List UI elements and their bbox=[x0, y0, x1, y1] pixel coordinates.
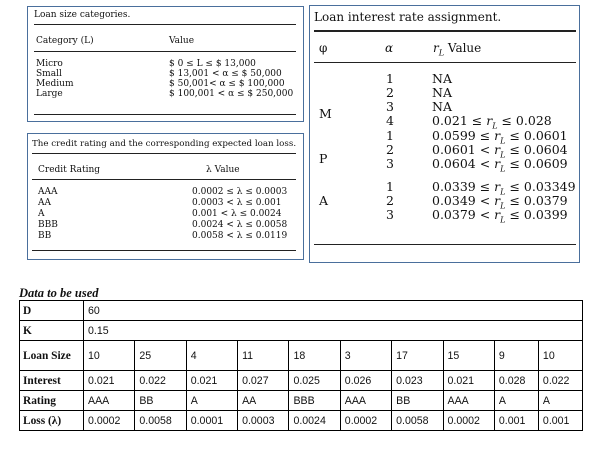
cell: 17 bbox=[392, 341, 443, 371]
alpha-A-2: 2 bbox=[386, 193, 394, 208]
loan-size-title: Loan size categories. bbox=[34, 10, 131, 20]
cell: 0.027 bbox=[238, 371, 289, 391]
r-M-2: NA bbox=[432, 85, 452, 100]
cell: 0.0003 bbox=[238, 411, 289, 431]
cell: BB bbox=[392, 391, 443, 411]
cell: 9 bbox=[494, 341, 538, 371]
r-P-2: $0.0601 < r_L \le 0.0604$ bbox=[432, 142, 568, 160]
row-label-loan-size: Loan Size bbox=[20, 341, 84, 371]
r-M-4: $0.021 \le r_L \le 0.028$ bbox=[432, 113, 552, 131]
credit-col-value: λ Value bbox=[206, 165, 240, 175]
cell: A bbox=[538, 391, 582, 411]
table-row bbox=[20, 341, 583, 371]
cell: 0.021 bbox=[84, 371, 135, 391]
cell: 25 bbox=[135, 341, 186, 371]
cell: AAA bbox=[84, 391, 135, 411]
loan-size-val-0: $ 0 ≤ L ≤ $ 13,000 bbox=[169, 59, 256, 69]
alpha-A-3: 3 bbox=[386, 207, 394, 222]
credit-val-2: 0.001 < λ ≤ 0.0024 bbox=[192, 209, 282, 219]
r-M-3: NA bbox=[432, 99, 452, 114]
k-label: K bbox=[20, 321, 84, 341]
cell: BBB bbox=[289, 391, 340, 411]
cell: 4 bbox=[186, 341, 237, 371]
r-A-2: $0.0349 < r_L \le 0.0379$ bbox=[432, 193, 568, 211]
credit-col-rating: Credit Rating bbox=[38, 165, 101, 175]
cell: 0.022 bbox=[538, 371, 582, 391]
cell: 0.021 bbox=[186, 371, 237, 391]
credit-rating-2: A bbox=[38, 209, 45, 219]
row-label-loss: Loss (λ) bbox=[20, 411, 84, 431]
cell: BB bbox=[135, 391, 186, 411]
cell: 0.001 bbox=[494, 411, 538, 431]
loan-size-val-2: $ 50,001< α ≤ $ 100,000 bbox=[169, 79, 285, 89]
credit-val-4: 0.0058 < λ ≤ 0.0119 bbox=[192, 231, 288, 241]
table-row bbox=[20, 321, 583, 341]
cell: 18 bbox=[289, 341, 340, 371]
table-row bbox=[20, 391, 583, 411]
credit-rating-4: BB bbox=[38, 231, 52, 241]
cell: 10 bbox=[538, 341, 582, 371]
cell: 0.0058 bbox=[392, 411, 443, 431]
k-value: 0.15 bbox=[84, 321, 583, 341]
cell: AA bbox=[238, 391, 289, 411]
credit-val-1: 0.0003 < λ ≤ 0.001 bbox=[192, 198, 282, 208]
interest-col-phi: φ bbox=[319, 41, 328, 55]
table-row bbox=[20, 411, 583, 431]
r-P-1: $0.0599 \le r_L \le 0.0601$ bbox=[432, 128, 568, 146]
alpha-M-1: 1 bbox=[386, 71, 394, 86]
cell: 15 bbox=[443, 341, 494, 371]
alpha-P-3: 3 bbox=[386, 156, 394, 171]
interest-title: Loan interest rate assignment. bbox=[314, 10, 502, 24]
alpha-M-3: 3 bbox=[386, 99, 394, 114]
cell: 0.028 bbox=[494, 371, 538, 391]
cell: 3 bbox=[340, 341, 391, 371]
d-label: D bbox=[20, 301, 84, 321]
credit-val-0: 0.0002 ≤ λ ≤ 0.0003 bbox=[192, 187, 288, 197]
data-table-title: Data to be used bbox=[19, 286, 99, 300]
r-A-3: $0.0379 < r_L \le 0.0399$ bbox=[432, 207, 568, 225]
d-value: 60 bbox=[84, 301, 583, 321]
cell: A bbox=[494, 391, 538, 411]
cell: 0.0002 bbox=[443, 411, 494, 431]
interest-rate-table bbox=[309, 5, 580, 263]
loan-size-cat-2: Medium bbox=[36, 79, 74, 89]
cell: 0.001 bbox=[538, 411, 582, 431]
loan-size-col-value: Value bbox=[169, 36, 195, 46]
row-label-interest: Interest bbox=[20, 371, 84, 391]
credit-rating-table bbox=[27, 133, 304, 260]
r-P-3: $0.0604 < r_L \le 0.0609$ bbox=[432, 156, 568, 174]
credit-rating-3: BBB bbox=[38, 220, 58, 230]
alpha-M-2: 2 bbox=[386, 85, 394, 100]
loan-size-cat-3: Large bbox=[36, 89, 63, 99]
interest-col-r: $r_L$ Value bbox=[433, 41, 482, 58]
alpha-A-1: 1 bbox=[386, 179, 394, 194]
cell: 0.0024 bbox=[289, 411, 340, 431]
r-M-1: NA bbox=[432, 71, 452, 86]
cell: A bbox=[186, 391, 237, 411]
cell: 0.0058 bbox=[135, 411, 186, 431]
loan-size-val-3: $ 100,001 < α ≤ $ 250,000 bbox=[169, 89, 294, 99]
credit-val-3: 0.0024 < λ ≤ 0.0058 bbox=[192, 220, 288, 230]
cell: 0.0002 bbox=[84, 411, 135, 431]
cell: 0.021 bbox=[443, 371, 494, 391]
loan-size-col-category: Category (L) bbox=[36, 36, 94, 46]
loan-size-table bbox=[27, 6, 304, 122]
phi-M: M bbox=[319, 106, 332, 121]
alpha-P-2: 2 bbox=[386, 142, 394, 157]
loan-size-cat-1: Small bbox=[36, 69, 62, 79]
cell: AAA bbox=[443, 391, 494, 411]
cell: 11 bbox=[238, 341, 289, 371]
phi-P: P bbox=[319, 151, 328, 166]
alpha-M-4: 4 bbox=[386, 113, 394, 128]
cell: 0.023 bbox=[392, 371, 443, 391]
loan-size-cat-0: Micro bbox=[36, 59, 63, 69]
row-label-rating: Rating bbox=[20, 391, 84, 411]
interest-col-alpha: α bbox=[385, 41, 394, 55]
credit-rating-1: AA bbox=[38, 198, 51, 208]
alpha-P-1: 1 bbox=[386, 128, 394, 143]
cell: 0.0001 bbox=[186, 411, 237, 431]
data-table bbox=[19, 300, 583, 431]
cell: 0.026 bbox=[340, 371, 391, 391]
table-row bbox=[20, 371, 583, 391]
table-row bbox=[20, 301, 583, 321]
phi-A: A bbox=[319, 193, 329, 208]
credit-rating-0: AAA bbox=[38, 187, 58, 197]
r-A-1: $0.0339 \le r_L \le 0.03349$ bbox=[432, 179, 576, 197]
cell: 0.022 bbox=[135, 371, 186, 391]
credit-title: The credit rating and the corresponding expected loan loss. bbox=[32, 139, 297, 149]
loan-size-val-1: $ 13,001 < α ≤ $ 50,000 bbox=[169, 69, 282, 79]
cell: 10 bbox=[84, 341, 135, 371]
cell: AAA bbox=[340, 391, 391, 411]
cell: 0.0002 bbox=[340, 411, 391, 431]
cell: 0.025 bbox=[289, 371, 340, 391]
